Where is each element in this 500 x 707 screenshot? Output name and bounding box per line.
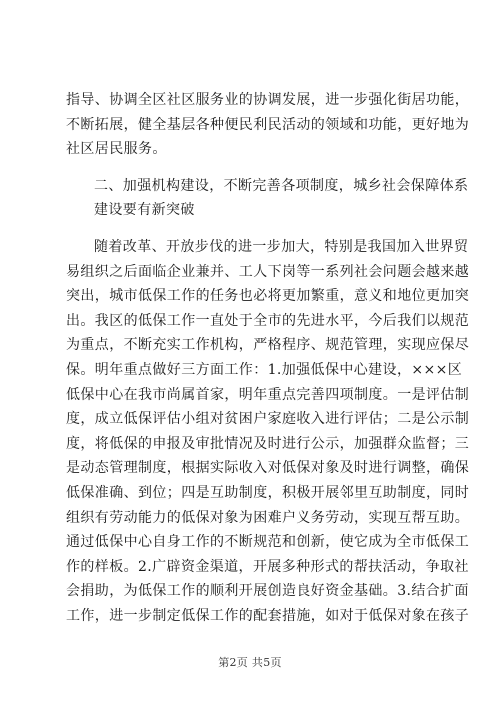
text-line: 作的样板。2.广辟资金渠道，开展多种形式的帮扶活动，争取社 xyxy=(66,558,469,575)
text-line: 为重点，不断充实工作机构，严格程序、规范管理，实现应保尽 xyxy=(66,337,470,354)
text-line: 低保准确、到位；四是互助制度，积极开展邻里互助制度，同时 xyxy=(66,484,470,501)
text-line: 工作，进一步制定低保工作的配套措施，如对于低保对象在孩子 xyxy=(66,607,470,624)
text-line: 易组织之后面临企业兼并、工人下岗等一系列社会问题会越来越 xyxy=(66,263,470,280)
paragraph-community-services xyxy=(66,88,470,162)
heading-line: 建设要有新突破 xyxy=(94,202,195,219)
text-line: 出。我区的低保工作一直处于全市的先进水平，今后我们以规范 xyxy=(66,312,470,329)
document-body xyxy=(66,88,470,628)
text-line: 保。明年重点做好三方面工作：1.加强低保中心建设，×××区 xyxy=(66,361,463,378)
page-number-footer: 第2页 共5页 xyxy=(218,656,282,669)
text-line: 是动态管理制度，根据实际收入对低保对象及时进行调整，确保 xyxy=(66,460,470,477)
text-line: 度，将低保的申报及审批情况及时进行公示，加强群众监督；三 xyxy=(66,435,470,452)
text-line: 会捐助，为低保工作的顺利开展创造良好资金基础。3.结合扩面 xyxy=(66,583,469,600)
text-line: 度，成立低保评估小组对贫困户家庭收入进行评估；二是公示制 xyxy=(66,411,470,428)
text-line: 指导、协调全区社区服务业的协调发展，进一步强化街居功能， xyxy=(66,92,470,108)
text-line: 低保中心在我市尚属首家，明年重点完善四项制度。一是评估制 xyxy=(66,386,470,403)
text-line: 随着改革、开放步伐的进一步加大，特别是我国加入世界贸 xyxy=(94,238,469,255)
text-line: 不断拓展，健全基层各种便民利民活动的领域和功能，更好地为 xyxy=(66,116,470,133)
section-heading-institution-building xyxy=(66,174,469,223)
text-line: 通过低保中心自身工作的不断规范和创新，使它成为全市低保工 xyxy=(66,534,470,551)
text-line: 社区居民服务。 xyxy=(66,141,167,158)
text-line: 组织有劳动能力的低保对象为困难户义务劳动，实现互帮互助。 xyxy=(66,509,470,526)
paragraph-low-income-security xyxy=(66,235,470,629)
heading-line: 二、加强机构建设，不断完善各项制度，城乡社会保障体系 xyxy=(94,177,469,194)
text-line: 突出，城市低保工作的任务也必将更加繁重，意义和地位更加突 xyxy=(66,288,470,305)
